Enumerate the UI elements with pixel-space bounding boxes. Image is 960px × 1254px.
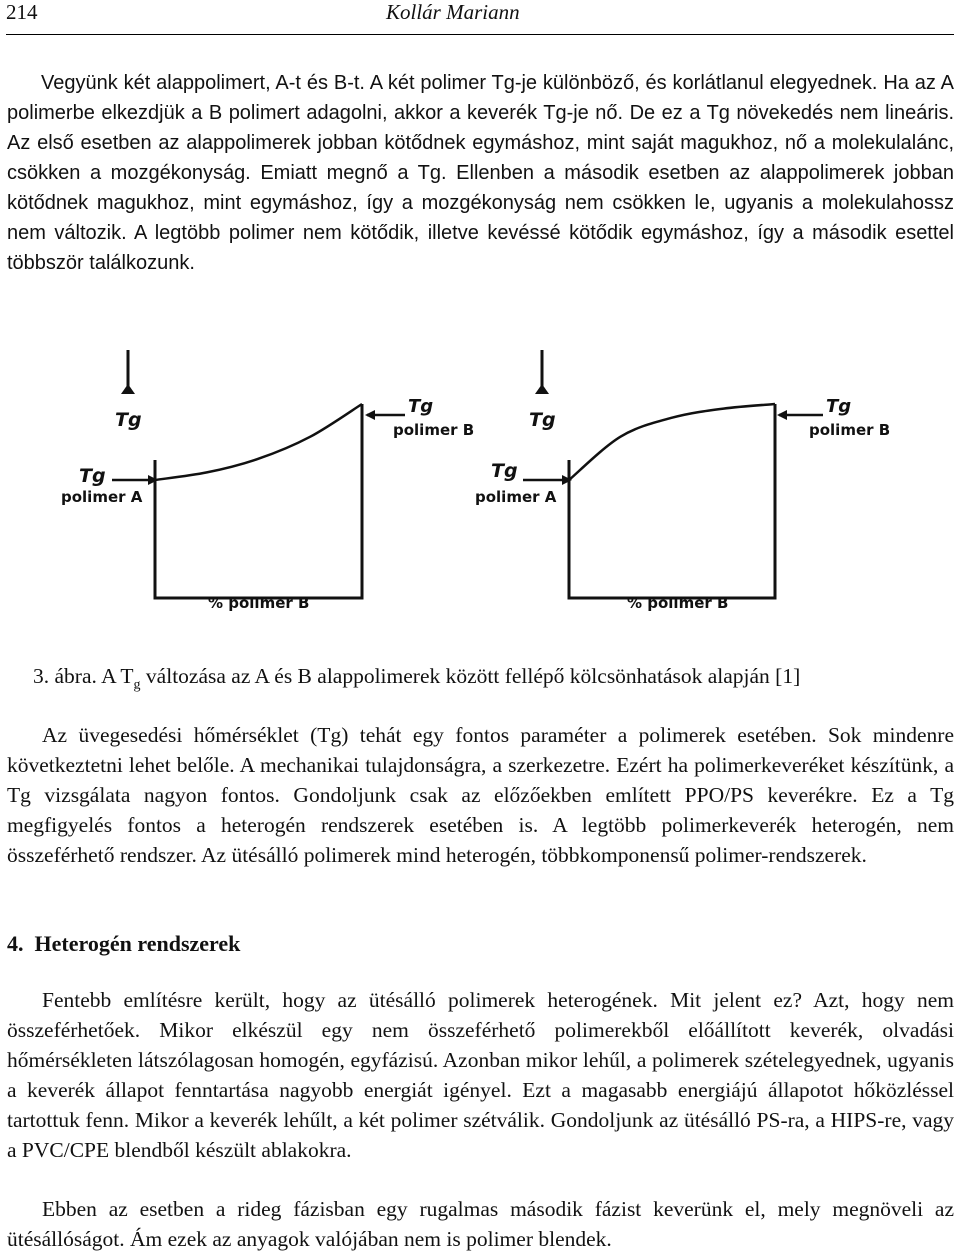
x-axis-label: % polimer B (627, 594, 729, 612)
x-axis-label: % polimer B (208, 594, 310, 612)
figure-caption (33, 664, 800, 693)
section-title: Heterogén rendszerek (34, 931, 241, 956)
tg-curve (155, 404, 362, 480)
caption-text-end: változása az A és B alappolimerek között fellépő kölcsönhatások alapján [1] (145, 664, 801, 688)
polimer-a-label: polimer A (475, 488, 557, 506)
y-axis-label: Tg (529, 409, 556, 431)
tg-b-label: Tg (408, 396, 434, 417)
section-heading (7, 931, 240, 957)
plot-frame (569, 404, 775, 598)
figure-3 (55, 340, 905, 630)
page-number: 214 (6, 0, 38, 24)
polimer-b-label: polimer B (809, 421, 891, 439)
paragraph-4: Ebben az esetben a rideg fázisban egy rugalmas második fázist keverünk el, mely megnöveli az ütésállóságot. Ám ezek az anyagok valójában nem is polimer blendek. (7, 1197, 954, 1251)
section-number: 4. (7, 931, 24, 956)
arrowhead (777, 410, 787, 420)
page-header (0, 0, 960, 34)
caption-number: 3. ábra. (33, 664, 97, 688)
y-axis-label: Tg (115, 409, 142, 431)
tg-a-label: Tg (79, 465, 106, 487)
paragraph-3: Fentebb említésre került, hogy az ütésálló polimerek heterogének. Mit jelent ez? Azt, hogy nem összeférhetőek. Mikor elkészül egy nem összeférhető polimerekből előállított keverék, olvadási hőmérsékleten látszólagosan homogén, egyfázisú. Azonban mikor lehűl, a polimerek szételegyednek, ugyanis a keverék állapot fenntartása nagyobb energiát igényel. Ezt a magasabb energiájú állapotot hőközléssel tartottuk fenn. Mikor a keverék lehűlt, a két polimer szétválik. Gondoljunk az ütésálló PS-ra, a HIPS-re, vagy a PVC/CPE blendből készült ablakokra. (7, 988, 954, 1162)
paragraph-1: Vegyünk két alappolimert, A-t és B-t. A két polimer Tg-je különböző, és korlátlanul elegyednek. Ha az A polimerbe elkezdjük a B polimert adagolni, akkor a keverék Tg-je nő. De ez a Tg növekedés nem lineáris. Az első esetben az alappolimerek jobban kötődnek egymáshoz, mint saját magukhoz, nő a molekulalánc, csökken a mozgékonyság. Emiatt megnő a Tg. Ellenben a második esetben az alappolimerek jobban kötődnek magukhoz, mint egymáshoz, így a mozgékonyság nem csökken le, ugyanis a molekulahossz nem változik. A legtöbb polimer nem kötődik, illetve kevéssé kötődik egymáshoz, így a második esettel többször találkozunk. (7, 72, 954, 274)
header-rule (6, 34, 954, 35)
paragraph-2: Az üvegesedési hőmérséklet (Tg) tehát egy fontos paraméter a polimerek esetében. Sok mindenre következtetni lehet belőle. A mechanikai tulajdonságra, a szerkezetre. Ezért ha polimerkeveréket készítünk, a Tg vizsgálata nagyon fontos. Gondoljunk csak az előzőekben említett PPO/PS keverékre. Ez a Tg megfigyelés fontos a heterogén rendszerek esetében is. A legtöbb polimerkeverék heterogén, nem összeférhető rendszer. Az ütésálló polimerek mind heterogén, többkomponensű polimer-rendszerek. (7, 723, 954, 867)
tg-curve (569, 404, 775, 480)
tg-b-label: Tg (826, 396, 852, 417)
chart-left (61, 350, 474, 612)
polimer-b-label: polimer B (393, 421, 475, 439)
chart-right (475, 350, 890, 612)
caption-text-start: A T (101, 664, 134, 688)
plot-frame (155, 404, 362, 598)
running-author: Kollár Mariann (386, 0, 520, 24)
polimer-a-label: polimer A (61, 488, 143, 506)
arrowhead (365, 410, 375, 420)
tg-a-label: Tg (491, 460, 518, 482)
caption-subscript: g (133, 677, 141, 693)
arrowhead (535, 384, 549, 394)
arrowhead (121, 384, 135, 394)
